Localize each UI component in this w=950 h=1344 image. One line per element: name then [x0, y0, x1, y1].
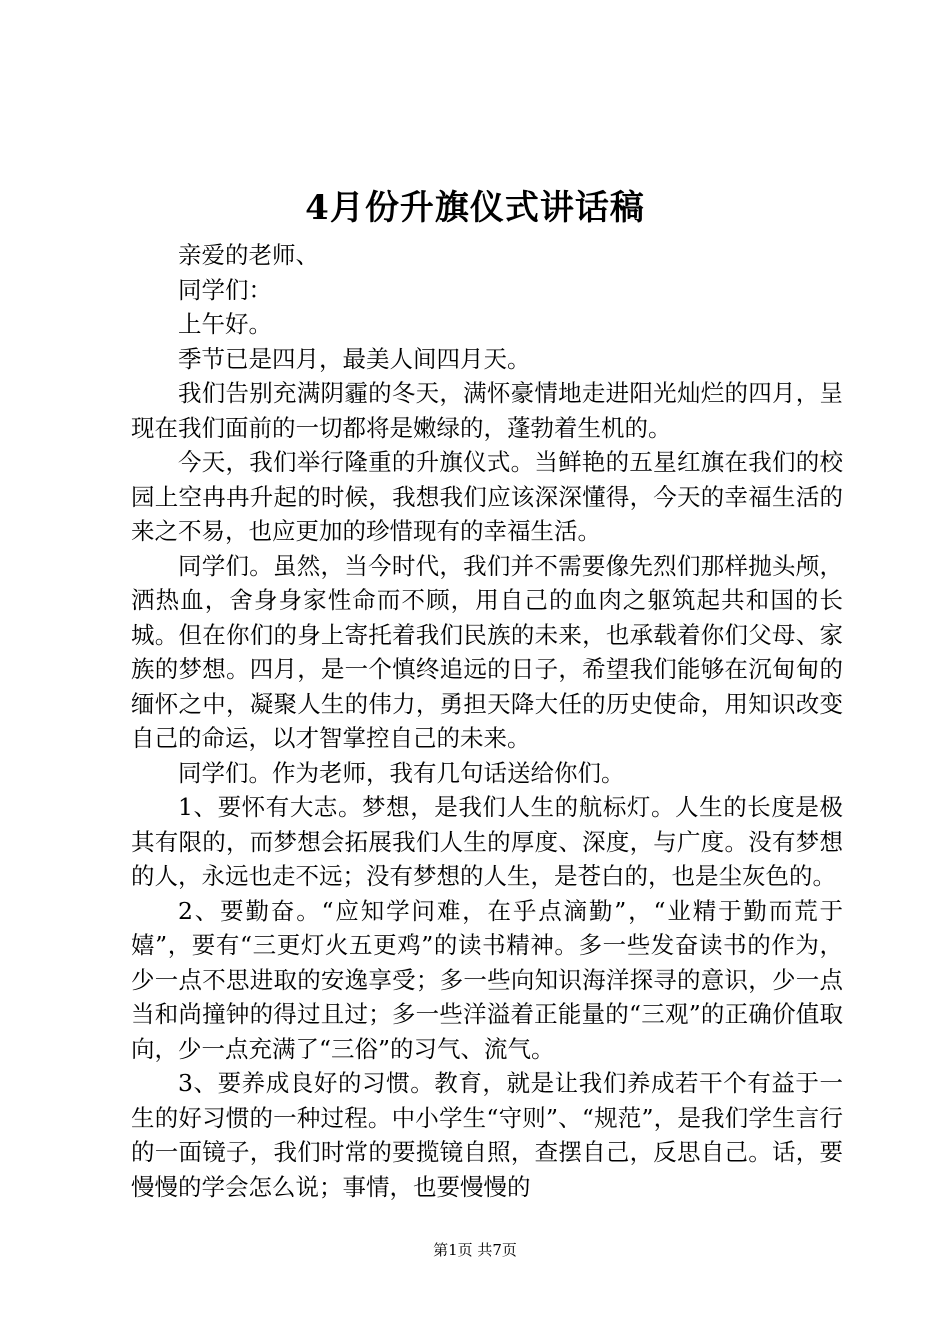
paragraph: 2、要勤奋。“应知学问难，在乎点滴勤”，“业精于勤而荒于嬉”，要有“三更灯火五更鸡”的读书精神。多一些发奋读书的作为，少一点不思进取的安逸享受；多一些向知识海洋探寻的意识，少一点当和尚撞钟的得过且过；多一些洋溢着正能量的“三观”的正确价值取向，少一点充满了“三俗”的习气、流气。	[131, 896, 843, 1063]
paragraph: 同学们。虽然，当今时代，我们并不需要像先烈们那样抛头颅，洒热血，舍身身家性命而不顾，用自己的血肉之躯筑起共和国的长城。但在你们的身上寄托着我们民族的未来，也承载着你们父母、家族的梦想。四月，是一个慎终追远的日子，希望我们能够在沉甸甸的缅怀之中，凝聚人生的伟力，勇担天降大任的历史使命，用知识改变自己的命运，以才智掌控自己的未来。	[131, 551, 843, 752]
page-footer: 第1页 共7页	[433, 1241, 517, 1259]
paragraph: 同学们：	[178, 275, 272, 304]
paragraph: 季节已是四月，最美人间四月天。	[178, 344, 531, 373]
paragraph: 同学们。作为老师，我有几句话送给你们。	[178, 758, 625, 787]
paragraph: 3、要养成良好的习惯。教育，就是让我们养成若干个有益于一生的好习惯的一种过程。中小学生“守则”、“规范”，是我们学生言行的一面镜子，我们时常的要揽镜自照，查摆自己，反思自己。话，要慢慢的学会怎么说；事情，也要慢慢的	[131, 1069, 843, 1201]
document-title: 4月份升旗仪式讲话稿	[305, 188, 645, 228]
paragraph: 今天，我们举行隆重的升旗仪式。当鲜艳的五星红旗在我们的校园上空冉冉升起的时候，我想我们应该深深懂得，今天的幸福生活的来之不易，也应更加的珍惜现有的幸福生活。	[131, 448, 843, 545]
paragraph: 我们告别充满阴霾的冬天，满怀豪情地走进阳光灿烂的四月，呈现在我们面前的一切都将是嫩绿的，蓬勃着生机的。	[131, 379, 843, 442]
paragraph: 亲爱的老师、	[178, 241, 319, 269]
document-body	[131, 238, 843, 1204]
paragraph: 上午好。	[178, 310, 272, 338]
paragraph: 1、要怀有大志。梦想，是我们人生的航标灯。人生的长度是极其有限的，而梦想会拓展我们人生的厚度、深度，与广度。没有梦想的人，永远也走不远；没有梦想的人生，是苍白的，也是尘灰色的。	[131, 793, 843, 890]
